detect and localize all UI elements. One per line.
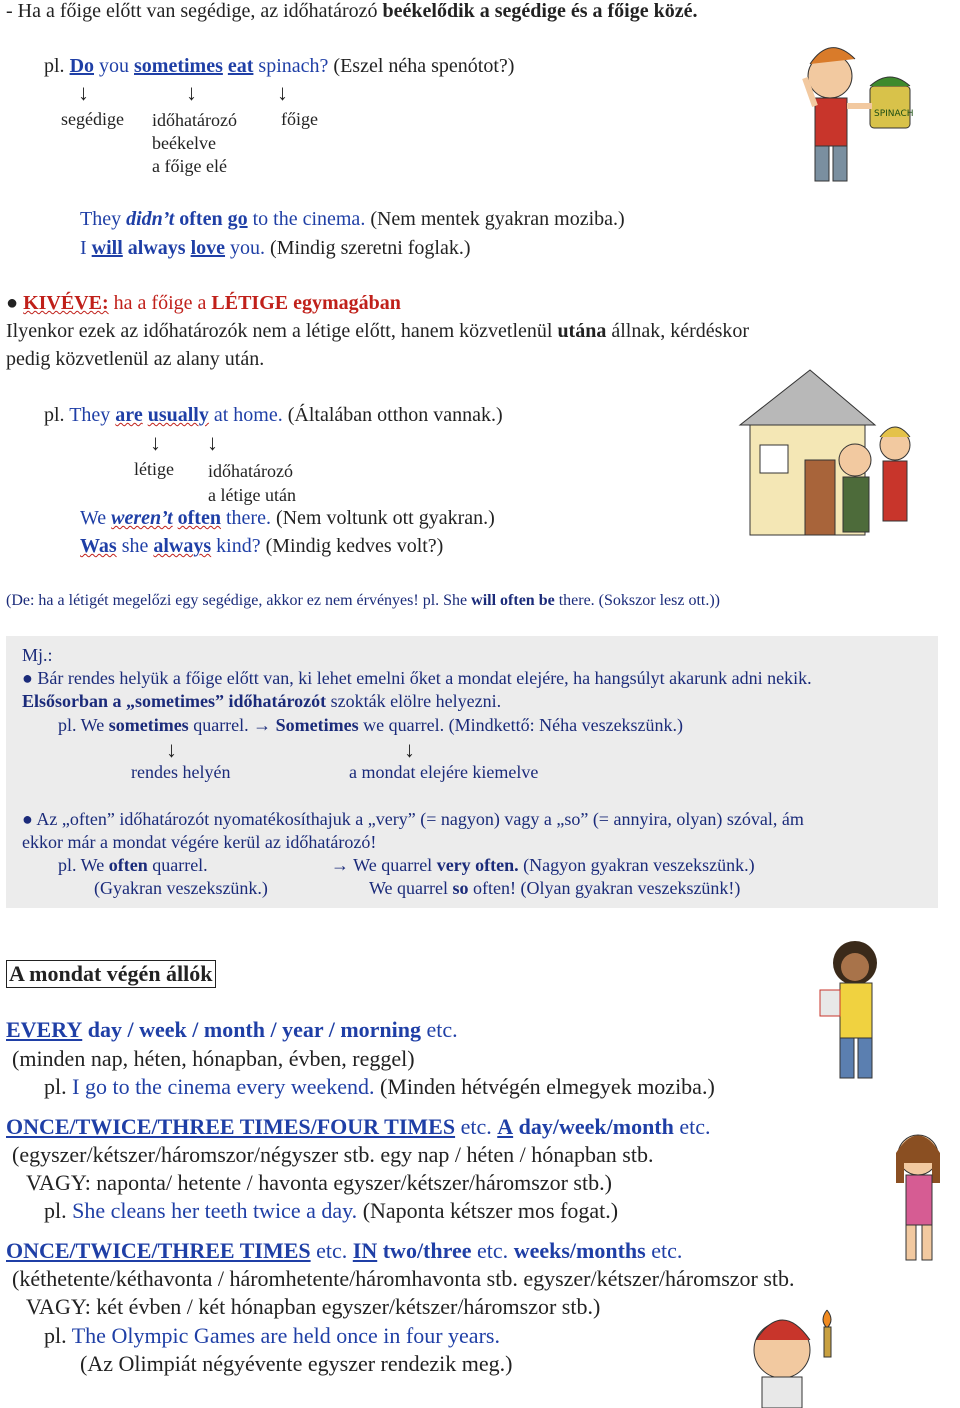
every-line: EVERY day / week / month / year / morning etc. — [6, 1017, 458, 1042]
once-example-2: pl. The Olympic Games are held once in four years. — [44, 1323, 500, 1348]
house-couple-illustration — [735, 365, 920, 540]
once-line-1: ONCE/TWICE/THREE TIMES/FOUR TIMES etc. A day/week/month etc. — [6, 1114, 711, 1139]
remark-example-2c: (Gyakran veszekszünk.) — [94, 878, 268, 898]
once-line-2: ONCE/TWICE/THREE TIMES etc. IN two/three etc. weeks/months etc. — [6, 1238, 683, 1263]
once-vagy-2: VAGY: két évben / két hónapban egyszer/kétszer/háromszor stb.) — [26, 1294, 601, 1319]
label-adverb: időhatározó beékelve a főige elé — [152, 110, 237, 176]
every-example: pl. I go to the cinema every weekend. (Minden hétvégén elmegyek moziba.) — [44, 1074, 715, 1099]
arrow-down-icon: ↓ — [166, 737, 177, 762]
example-there: We weren’t often there. (Nem voltunk ott gyakran.) — [80, 507, 495, 529]
label-normal-position: rendes helyén — [131, 762, 231, 782]
example-home: pl. They are usually at home. (Általában otthon vannak.) — [44, 404, 503, 426]
remark-line-2: Elsősorban a „sometimes” időhatározót szokták elölre helyezni. — [22, 691, 502, 711]
intro-line: - Ha a főige előtt van segédige, az időhatározó beékelődik a segédige és a főige közé. — [6, 0, 698, 22]
except-paragraph-1: Ilyenkor ezek az időhatározók nem a létige előtt, hanem közvetlenül utána állnak, kérdéskor — [6, 320, 750, 342]
label-front-position: a mondat elejére kiemelve — [349, 762, 539, 782]
popcorn-girl-illustration — [810, 935, 890, 1085]
remark-line-1: ● Bár rendes helyük a főige előtt van, ki lehet emelni őket a mondat elejére, ha hangsúlyt akarunk adni nekik. — [22, 668, 812, 688]
arrow-down-icon: ↓ — [186, 80, 197, 105]
once-example-2-translation: (Az Olimpiát négyévente egyszer rendezik meg.) — [80, 1351, 513, 1376]
spinach-can-label: SPINACH — [874, 109, 914, 119]
arrow-down-icon: ↓ — [277, 80, 288, 105]
every-translation: (minden nap, héten, hónapban, évben, reggel) — [12, 1046, 415, 1071]
remark-example-2d: We quarrel so often! (Olyan gyakran veszekszünk!) — [369, 878, 741, 898]
label-adverb-after: időhatározó a létige után — [208, 461, 296, 505]
section-heading: A mondat végén állók — [6, 960, 216, 988]
example-kind: Was she always kind? (Mindig kedves volt?) — [80, 535, 444, 557]
arrow-down-icon: ↓ — [150, 430, 161, 455]
once-example-1: pl. She cleans her teeth twice a day. (Naponta kétszer mos fogat.) — [44, 1198, 619, 1223]
label-main-verb: főige — [281, 109, 318, 129]
teeth-brushing-girl-illustration — [880, 1125, 955, 1265]
remark-often-1: ● Az „often” időhatározót nyomatékosíthajuk a „very” (= nagyon) vagy a „so” (= annyira, olyan) szóval, ám — [22, 809, 804, 829]
note-line: (De: ha a létigét megelőzi egy segédige, akkor ez nem érvényes! pl. She will often be there. (Sokszor lesz ott.)) — [6, 592, 720, 609]
remark-example-1: pl. We sometimes quarrel. → Sometimes we quarrel. (Mindkettő: Néha veszekszünk.) — [58, 715, 684, 735]
once-vagy-1: VAGY: naponta/ hetente / havonta egyszer/kétszer/háromszor stb.) — [26, 1170, 612, 1195]
except-paragraph-2: pedig közvetlenül az alany után. — [6, 348, 265, 370]
label-aux: segédige — [61, 109, 124, 129]
olympic-torch-man-illustration — [722, 1305, 862, 1408]
except-heading: ● KIVÉVE: ha a főige a LÉTIGE egymagában — [6, 292, 401, 314]
remark-example-2b: → We quarrel very often. (Nagyon gyakran veszekszünk.) — [331, 855, 755, 875]
label-letige: létige — [134, 459, 174, 479]
arrow-down-icon: ↓ — [78, 80, 89, 105]
spinach-man-illustration — [770, 36, 920, 191]
arrow-down-icon: ↓ — [404, 737, 415, 762]
once-translation-1: (egyszer/kétszer/háromszor/négyszer stb. egy nap / héten / hónapban stb. — [12, 1142, 654, 1167]
remark-label: Mj.: — [22, 645, 53, 665]
remark-often-2: ekkor már a mondat végére kerül az időhatározó! — [22, 832, 377, 852]
remark-example-2a: pl. We often quarrel. — [58, 855, 208, 875]
example-spinach: pl. Do you sometimes eat spinach? (Eszel néha spenótot?) — [44, 55, 515, 77]
example-love: I will always love you. (Mindig szeretni foglak.) — [80, 237, 471, 259]
once-translation-2: (kéthetente/kéthavonta / háromhetente/háromhavonta stb. egyszer/kétszer/háromszor stb. — [12, 1266, 795, 1291]
example-cinema: They didn’t often go to the cinema. (Nem mentek gyakran moziba.) — [80, 208, 625, 230]
arrow-down-icon: ↓ — [207, 430, 218, 455]
